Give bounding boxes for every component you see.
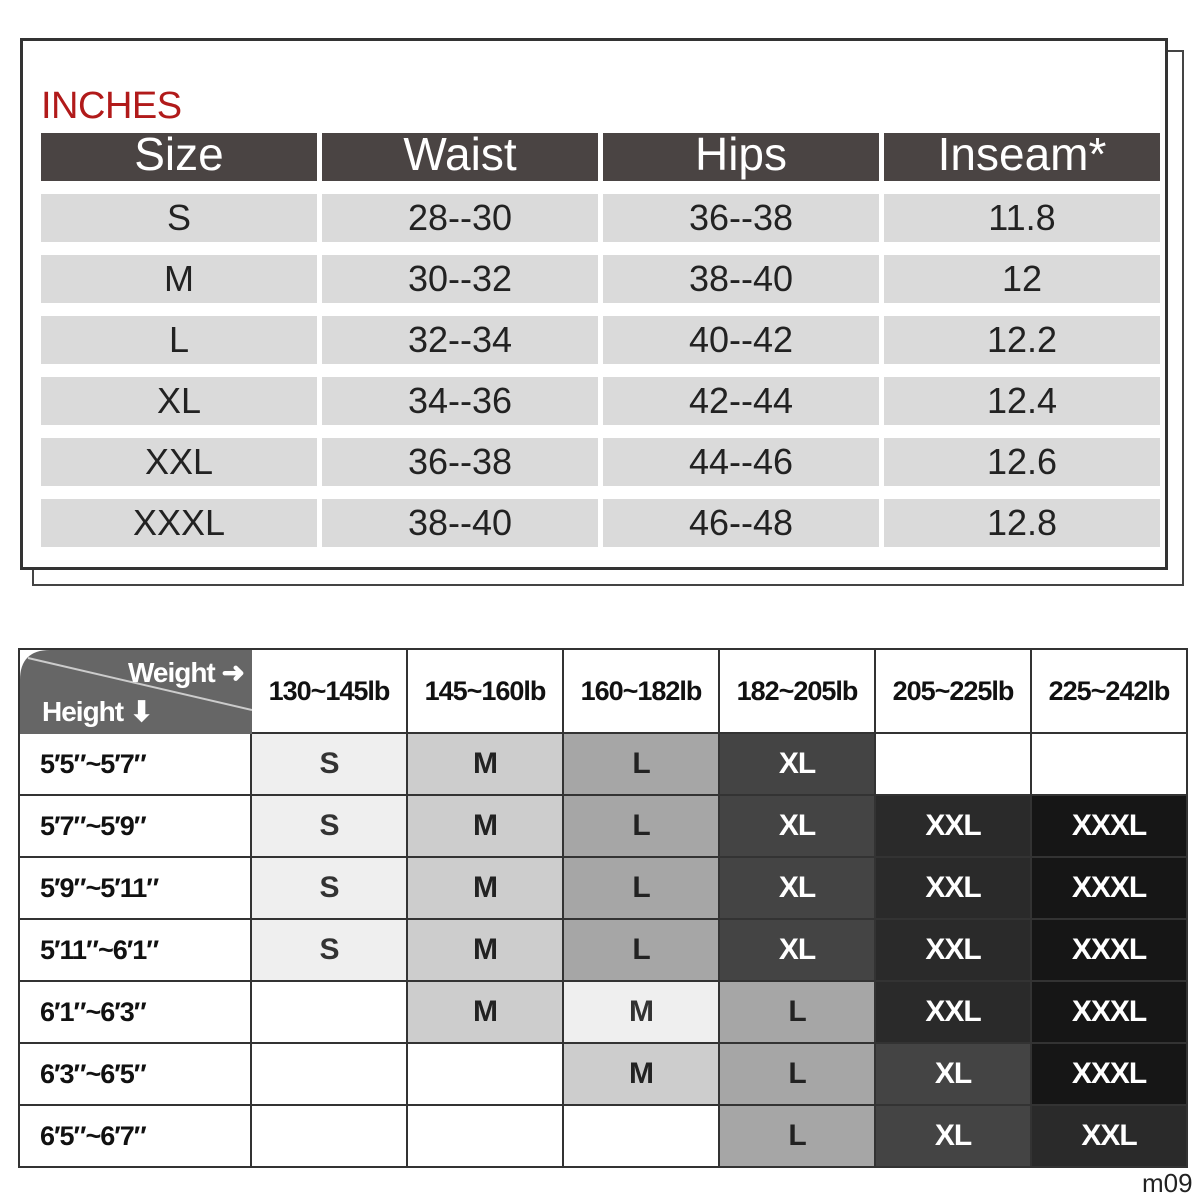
height-range: 5′11″~6′1″ (19, 919, 251, 981)
size-cell: XXL (875, 795, 1031, 857)
size-cell: L (563, 795, 719, 857)
weight-axis-label: Weight ➜ (127, 657, 244, 688)
size-cell (407, 1105, 563, 1167)
size-cell: XXXL (1031, 795, 1187, 857)
cell-inseam: 12.4 (884, 377, 1160, 425)
cell-size: XXL (41, 438, 317, 486)
weight-range-header: 182~205lb (719, 649, 875, 733)
height-axis-label: Height ⬇ (42, 696, 153, 727)
height-range: 5′9″~5′11″ (19, 857, 251, 919)
size-cell: XXXL (1031, 981, 1187, 1043)
size-cell: S (251, 733, 407, 795)
cell-hips: 38--40 (603, 255, 879, 303)
size-cell: L (719, 1105, 875, 1167)
size-cell: L (563, 733, 719, 795)
size-cell (251, 981, 407, 1043)
size-cell: XL (719, 857, 875, 919)
cell-inseam: 12.8 (884, 499, 1160, 547)
cell-hips: 36--38 (603, 194, 879, 242)
size-cell (251, 1105, 407, 1167)
size-cell (1031, 733, 1187, 795)
height-range: 6′3″~6′5″ (19, 1043, 251, 1105)
cell-waist: 30--32 (322, 255, 598, 303)
size-cell: M (407, 795, 563, 857)
cell-waist: 38--40 (322, 499, 598, 547)
cell-size: L (41, 316, 317, 364)
size-cell (407, 1043, 563, 1105)
size-cell: M (407, 857, 563, 919)
weight-range-header: 160~182lb (563, 649, 719, 733)
size-cell: XL (875, 1105, 1031, 1167)
size-cell (563, 1105, 719, 1167)
cell-waist: 36--38 (322, 438, 598, 486)
cell-hips: 40--42 (603, 316, 879, 364)
header-hips: Hips (603, 133, 879, 181)
size-cell (875, 733, 1031, 795)
height-range: 6′5″~6′7″ (19, 1105, 251, 1167)
cell-waist: 34--36 (322, 377, 598, 425)
size-cell: L (563, 857, 719, 919)
height-range: 5′7″~5′9″ (19, 795, 251, 857)
size-cell: XXXL (1031, 857, 1187, 919)
size-cell (251, 1043, 407, 1105)
cell-size: M (41, 255, 317, 303)
cell-hips: 44--46 (603, 438, 879, 486)
size-cell: M (563, 1043, 719, 1105)
cell-hips: 46--48 (603, 499, 879, 547)
cell-inseam: 12.6 (884, 438, 1160, 486)
size-grid (41, 128, 1159, 547)
size-cell: M (407, 733, 563, 795)
cell-inseam: 12.2 (884, 316, 1160, 364)
size-cell: XXL (1031, 1105, 1187, 1167)
size-cell: XXXL (1031, 919, 1187, 981)
inches-size-chart (20, 38, 1168, 570)
header-waist: Waist (322, 133, 598, 181)
cell-waist: 28--30 (322, 194, 598, 242)
size-cell: S (251, 857, 407, 919)
cell-size: XXXL (41, 499, 317, 547)
size-cell: S (251, 919, 407, 981)
cell-inseam: 11.8 (884, 194, 1160, 242)
weight-range-header: 145~160lb (407, 649, 563, 733)
cell-waist: 32--34 (322, 316, 598, 364)
cell-inseam: 12 (884, 255, 1160, 303)
height-range: 6′1″~6′3″ (19, 981, 251, 1043)
size-cell: L (719, 981, 875, 1043)
size-cell: M (563, 981, 719, 1043)
height-weight-table (18, 648, 1188, 1168)
size-cell: M (407, 981, 563, 1043)
size-cell: S (251, 795, 407, 857)
size-cell: XXL (875, 981, 1031, 1043)
cell-hips: 42--44 (603, 377, 879, 425)
size-cell: XXXL (1031, 1043, 1187, 1105)
size-cell: XL (719, 795, 875, 857)
corner-header (19, 649, 251, 733)
image-code: m09 (1142, 1168, 1193, 1198)
size-cell: XL (875, 1043, 1031, 1105)
header-size: Size (41, 133, 317, 181)
size-cell: XXL (875, 857, 1031, 919)
weight-range-header: 205~225lb (875, 649, 1031, 733)
height-range: 5′5″~5′7″ (19, 733, 251, 795)
size-cell: XL (719, 919, 875, 981)
weight-range-header: 225~242lb (1031, 649, 1187, 733)
cell-size: XL (41, 377, 317, 425)
size-cell: XXL (875, 919, 1031, 981)
size-cell: L (719, 1043, 875, 1105)
cell-size: S (41, 194, 317, 242)
size-cell: XL (719, 733, 875, 795)
weight-range-header: 130~145lb (251, 649, 407, 733)
units-title: INCHES (41, 85, 182, 127)
header-inseam: Inseam* (884, 133, 1160, 181)
size-cell: L (563, 919, 719, 981)
size-cell: M (407, 919, 563, 981)
